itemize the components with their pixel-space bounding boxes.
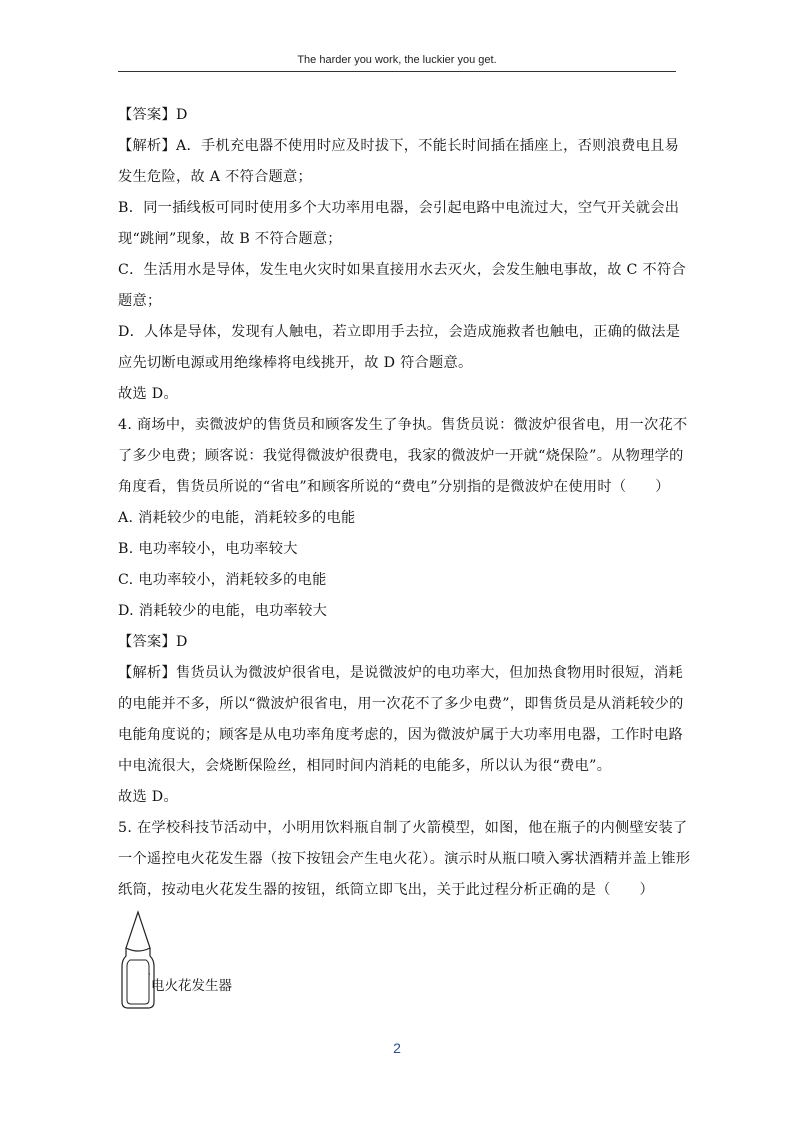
spark-generator-label: 电火花发生器 <box>151 978 232 994</box>
page-number: 2 <box>393 1040 401 1056</box>
q3-analysis-line: D．人体是导体，发现有人触电，若立即用手去拉，会造成施救者也触电，正确的做法是 <box>118 324 681 340</box>
q3-analysis-line: 题意； <box>118 293 162 309</box>
q3-answer: 【答案】D <box>118 107 188 123</box>
rocket-bottle-figure <box>118 910 268 1010</box>
q3-analysis-line: 发生危险，故 A 不符合题意； <box>118 169 313 185</box>
q3-analysis-line: 现“跳闸”现象，故 B 不符合题意； <box>118 231 342 247</box>
q3-analysis-line: 应先切断电源或用绝缘棒将电线挑开，故 D 符合题意。 <box>118 355 473 371</box>
q3-conclusion: 故选 D。 <box>118 386 178 402</box>
q4-analysis-line: 中电流很大，会烧断保险丝，相同时间内消耗的电能多，所以认为很“费电”。 <box>118 758 612 774</box>
q4-option-a: A. 消耗较少的电能，消耗较多的电能 <box>118 510 356 526</box>
q5-stem-line: 5. 在学校科技节活动中，小明用饮料瓶自制了火箭模型，如图，他在瓶子的内侧壁安装了 <box>118 820 688 836</box>
q4-analysis-line: 的电能并不多，所以“微波炉很省电，用一次花不了多少电费”，即售货员是从消耗较少的 <box>118 696 684 712</box>
q4-option-c: C. 电功率较小，消耗较多的电能 <box>118 572 327 588</box>
q5-stem-line: 一个遥控电火花发生器（按下按钮会产生电火花）。演示时从瓶口喷入雾状酒精并盖上锥形 <box>118 851 691 867</box>
q3-analysis-line: C．生活用水是导体，发生电火灾时如果直接用水去灭火，会发生触电事故，故 C 不符合 <box>118 262 686 278</box>
q4-stem-line: 4. 商场中，卖微波炉的售货员和顾客发生了争执。售货员说：微波炉很省电，用一次花不 <box>118 417 688 433</box>
q4-option-d: D. 消耗较少的电能，电功率较大 <box>118 603 328 619</box>
q4-stem-line: 了多少电费；顾客说：我觉得微波炉很费电，我家的微波炉一开就“烧保险”。从物理学的 <box>118 448 684 464</box>
q3-analysis-line: 【解析】A．手机充电器不使用时应及时拔下，不能长时间插在插座上，否则浪费电且易 <box>118 138 680 154</box>
q4-answer: 【答案】D <box>118 634 188 650</box>
q4-analysis-line: 电能角度说的；顾客是从电功率角度考虑的，因为微波炉属于大功率用电器，工作时电路 <box>118 727 684 743</box>
q4-stem-line: 角度看，售货员所说的“省电”和顾客所说的“费电”分别指的是微波炉在使用时（ ） <box>118 479 670 495</box>
q3-analysis-line: B．同一插线板可同时使用多个大功率用电器，会引起电路中电流过大，空气开关就会出 <box>118 200 680 216</box>
q4-conclusion: 故选 D。 <box>118 789 178 805</box>
paper-cone-icon <box>126 912 150 951</box>
q5-stem-line: 纸筒，按动电火花发生器的按钮，纸筒立即飞出，关于此过程分析正确的是（ ） <box>118 882 655 898</box>
q4-analysis-line: 【解析】售货员认为微波炉很省电，是说微波炉的电功率大，但加热食物用时很短，消耗 <box>118 665 684 681</box>
header-rule <box>118 71 676 72</box>
q4-option-b: B. 电功率较小，电功率较大 <box>118 541 298 557</box>
header-motto: The harder you work, the luckier you get. <box>297 54 497 66</box>
